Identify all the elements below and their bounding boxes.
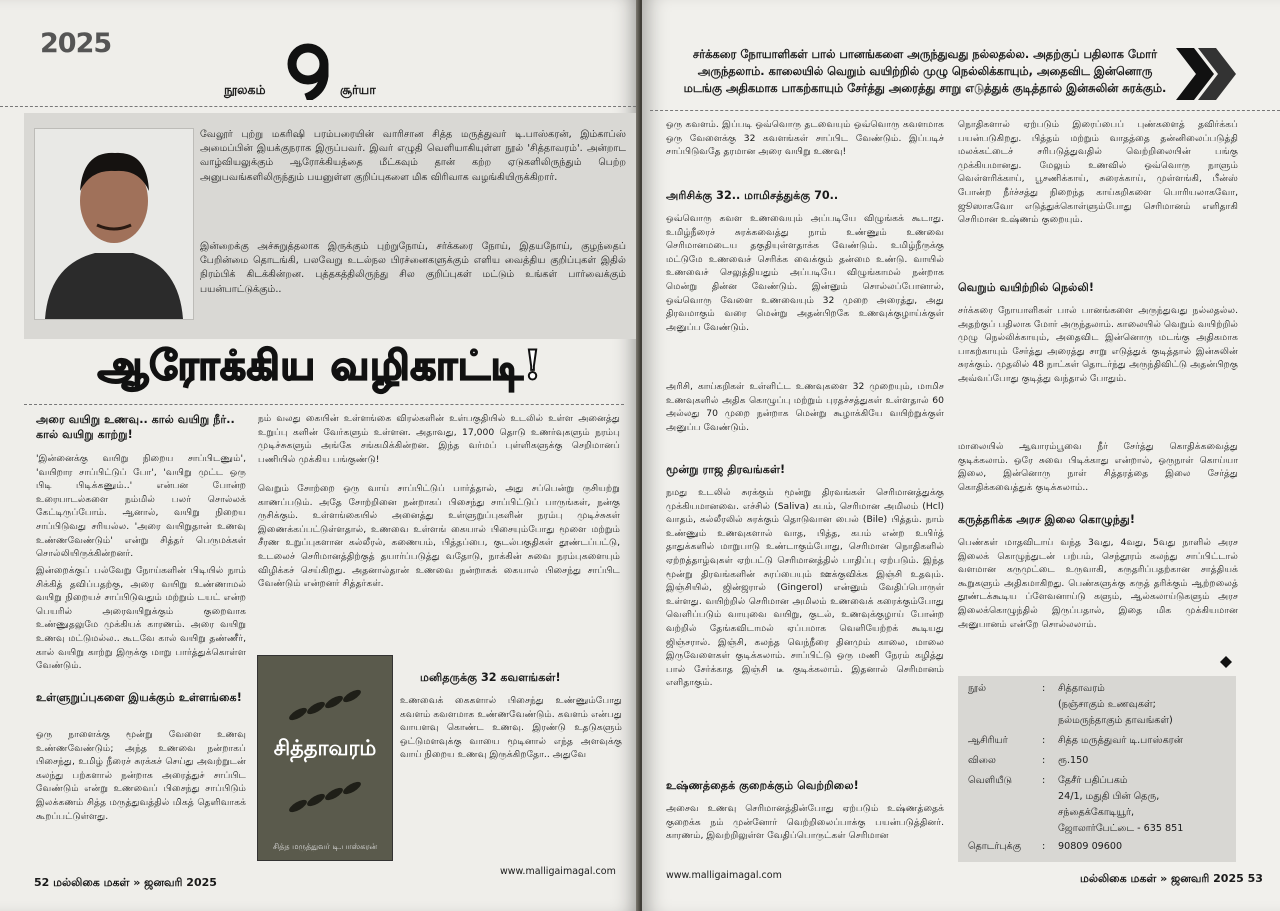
year-logo: 2025: [40, 28, 112, 59]
info-contact-value: 90809 09600: [1058, 841, 1123, 852]
col1-heading-2: உள்ளுறுப்புகளை இயக்கும் உள்ளங்கை!: [36, 691, 242, 704]
header-divider: [0, 106, 636, 107]
chevron-right-icon: [1176, 48, 1238, 100]
col3-paragraph-5: அசைவ உணவு செரிமானத்தின்போது ஏற்படும் உஷ்ணத்தைக் குறைக்க நம் முன்னோர் வெற்றிலைப்பாக்கு பயன்படுத்தினர். காரணம், இவற்றிலுள்ள வேதிப்பொருட்கள் செரிமான: [666, 803, 944, 842]
series-label-right: சூர்யா: [340, 82, 376, 97]
info-publisher-value-2: 24/1, மதுதி பின் தெரு,: [1058, 791, 1160, 802]
intro-paragraph-2: இன்றைக்கு அச்சுறுத்தலாக இருக்கும் புற்றுநோய், சர்க்கரை நோய், இதயநோய், குழந்தைப் பேறின்மை தொடங்கி, பலவேறு உடல்நல பிரச்னைகளுக்கும் எளிய வைத்திய குறிப்புகள் இதில் நிரம்பிக் கிடக்கின்றன. புத்தகத்திலிருந்து சில குறிப்புகள் மட்டும் உங்கள் பார்வைக்கும் பயன்பாட்டுக்கும்..: [200, 241, 626, 295]
col3-paragraph-1: ஒரு கவளம். இப்படி ஒவ்வொரு தடவையும் ஒவ்வொரு கவளமாக ஒரு வேளைக்கு 32 கவளங்கள் சாப்பிட வேண்டும். இப்படிச் சாப்பிடுவதே தரமான அரை வயிறு உணவு!: [666, 119, 944, 158]
info-colon: :: [1042, 841, 1046, 852]
author-portrait-icon: [35, 129, 193, 319]
col3-paragraph-2: ஒவ்வொரு கவள உணவையும் அப்படியே விழுங்கக் கூடாது. உமிழ்நீரைச் சுரக்கவைத்து நாம் உண்ணும் உணவை செரிமானமடைய தகுதியுள்ளதாக்க வேண்டும். உமிழ்நீருக்கு மட்டுமே உணவைச் செரிக்க வைக்கும் தன்மை உண்டு. வாயில் உணவைச் செலுத்தியதும் அப்படியே விழுங்காமல் நன்றாக மென்று தின்ன வேண்டும். இன்னும் சொல்லப்போனால், ஒவ்வொரு வேளை உணவையும் 32 முறை அரைத்து, அது திரவமாகும் வரை மென்று அதன்பிறகே உணவுக்குழாய்க்குள் அனுப்ப வேண்டும்.: [666, 213, 944, 333]
col1-paragraph-1: 'இன்னைக்கு வயிறு நிறைய சாப்பிடணும்', 'வயிறார சாப்பிட்டுப் போ', 'வயிறு முட்ட ஒரு பிடி பிடிக்கணும்..' என்பன போன்ற உரையாடல்களை நம்மில் பலர் சொல்லக் கேட்டிருப்போம். ஆனால், வயிறு நிறைய சாப்பிடுவது சரியல்ல. 'அரை வயிறுதான் உணவு உண்ணவேண்டும்' என்று சித்தர் பெருமக்கள் சொல்லியிருக்கின்றனர்.: [36, 453, 246, 560]
col3-paragraph-4: நமது உடலில் சுரக்கும் மூன்று திரவங்கள் செரிமானத்துக்கு முக்கியமானவை. எச்சில் (Saliva) கபம், செரிமான அமிலம் (Hcl) வாதம், கல்லீரலில் சுரக்கும் தொடுவான பைல் (Bile) பித்தம். நாம் உண்ணும் உணவுகளால் வாத, பித்த, கபம் என்ற உயிர்த் தாதுக்களில் மாறுபாடு உண்டாகும்போது, செரிமான நொதிகளில் ஏற்றத்தாழ்வுகள் ஏற்பட்டு செரிமானத்தில் பாதிப்பு ஏற்படும். இந்த மூன்று திரவங்களின் சுரப்பையும் ஊக்குவிக்க இஞ்சி உதவும். இஞ்சியில், ஜின்ஜரால் (Gingerol) என்னும் வேதிப்பொருள் உள்ளது. வயிற்றில் செரிமான அமிலம் உணவைக் கரைக்கும்போது வெளிப்படும் வாயுவை வயிறு, குடல், உணவுக்குழாய் போன்ற வற்றில் தேங்கவிடாமல் ஏப்பமாக வெளியேற்றக் கூடியது ஜிஞ்சரால். இஞ்சி, கலந்த வெந்நீரை தினமும் காலை, மாலை இருவேளைகள் குடிக்கலாம். சாப்பிட்டு ஒரு மணி நேரம் கழித்து பால் சேர்க்காத இஞ்சி டீ குடிக்கலாம். இதனால் செரிமானம் எளிதாகும்.: [666, 487, 944, 689]
info-author-label: ஆசிரியர்: [968, 735, 1008, 746]
col1-paragraph-3: ஒரு நாளைக்கு மூன்று வேளை உணவு உண்ணவேண்டும்; அந்த உணவை நன்றாகப் பிசைந்து, உமிழ் நீரைச் சுரக்கச் செய்து அவற்றுடன் கலந்து பற்களால் நன்றாக அரைத்துச் சாப்பிட வேண்டும் என்று உணவைப் பிசைந்து சாப்பிடும் இலக்கணம் சித்த மருத்துவத்தில் மிகத் தெளிவாகக் கூறப்பட்டுள்ளது.: [36, 729, 246, 822]
quote-divider: [650, 110, 1280, 111]
nine-logo-icon: [284, 42, 332, 100]
info-contact-label: தொடர்புக்கு: [968, 841, 1022, 852]
col4-paragraph-4: பெண்கள் மாதவிடாய் வந்த 3வது, 4வது, 5வது நாளில் அரச இலைக் கொழுந்துடன் பற்பம், செந்தூரம் கலந்து சாப்பிட்டால் வளமான கருமுட்டை உருவாகி, கருதரிப்பதற்கான சாத்தியக் கூறுகளும் அதிகமாகிறது. பெண்களுக்கு கருத் தரிக்கும் ஆற்றலைத் தூண்டக்கூடிய ப்ளேவனாய்டு களும், ஆல்கலாய்டுகளும் அரச இலைக்கொழுந்தில் இருப்பதால், இதை மிக முக்கியமான அனுபானம் என்றே சொல்லலாம்.: [958, 537, 1238, 630]
col3-heading-1: அரிசிக்கு 32.. மாமிசத்துக்கு 70..: [666, 189, 839, 202]
info-publisher-label: வெளியீடு: [968, 775, 1013, 786]
col4-heading-1: வெறும் வயிற்றில் நெல்லி!: [958, 281, 1094, 294]
info-colon: :: [1042, 735, 1046, 746]
info-book-value-2: (நஞ்சாகும் உணவுகள்;: [1058, 699, 1156, 710]
footer-left: 52 மல்லிகை மகள் » ஜனவரி 2025: [34, 876, 217, 889]
end-mark-icon: [1220, 656, 1232, 668]
col4-heading-2: கருத்தரிக்க அரச இலை கொழுந்து!: [958, 513, 1135, 526]
info-colon: :: [1042, 755, 1046, 766]
info-publisher-value-3: சந்தைக்கோடியூர்,: [1058, 807, 1135, 818]
col3-heading-3: உஷ்ணத்தைக் குறைக்கும் வெற்றிலை!: [666, 779, 859, 792]
intro-paragraph-1: வேலூர் புற்று மகரிஷி பரம்பரையின் வாரிசான சித்த மருத்துவர் டி.பாஸ்கரன், இம்காப்ஸ் அமைப்பின் இயக்குநராக இருப்பவர். இவர் எழுதி வெளியாகியுள்ள நூல் 'சித்தாவரம்'. அன்றாட வாழ்வியலுக்கும் ஆரோக்கியத்தை மீட்கவும் தான் கற்ற ஏடுகளிலிருந்தும் பெற்ற அனுபவங்களிலிருந்தும் பயனுள்ள குறிப்புகளை மிக விரிவாக வழங்கியிருக்கிறார்.: [200, 129, 626, 183]
info-book-value-3: நல்மருந்தாகும் தாவங்கள்): [1058, 715, 1173, 726]
col1-heading: அரை வயிறு உணவு.. கால் வயிறு நீர்.. கால் வயிறு காற்று!: [36, 413, 235, 441]
info-colon: :: [1042, 683, 1046, 694]
title-divider: [24, 404, 624, 405]
col4-paragraph-1: நொதிகளால் ஏற்படும் இரைப்பைப் புண்களைத் தவிர்க்கப் பயன்படுகிறது. பித்தம் மற்றும் வாதத்தை தன்னிலைப்படுத்தி மலக்கட்டைச் சரிபடுத்துவதில் வெற்றிலையின் பங்கு முக்கியமானது. மேலும் உணவில் ஒவ்வொரு நாளும் வெள்ளரிக்காய், பூசணிக்காய், சுரைக்காய், முள்ளங்கி, பீன்ஸ் போன்ற நீர்ச்சத்து நிறைந்த காய்கறிகளை பொரியலாகவோ, ஜூஸாகவோ எடுத்துக்கொள்ளும்போது செரிமானம் எளிதாகி செரிமான உஷ்ணம் குறையும்.: [958, 119, 1238, 226]
info-price-value: ரூ.150: [1058, 755, 1089, 766]
info-colon: :: [1042, 775, 1046, 786]
info-book-label: நூல்: [968, 683, 987, 694]
col2-paragraph-2: வெறும் சோற்றை ஒரு வாய் சாப்பிட்டுப் பார்த்தால், அது சப்பென்று ருசியற்று காணப்படும். அதே சோற்றினை நன்றாகப் பிசைந்து சாப்பிட்டுப் பாருங்கள், நன்கு ருசிக்கும். உள்ளங்கையில் அனைத்து உள்ளுறுப்புகளின் நரம்பு முடிச்சுகள் இணைக்கப்பட்டுள்ளதால், உணவை உள்ளங் கையால் பிசையும்போது மூளை மற்றும் சீரண உறுப்புகளான கல்லீரல், கணையம், பித்தப்பை, குடல்பகுதிகள் தூண்டப்பட்டு, உடலைச் செரிமானத்திற்குத் தயார்ப்படுத்து வதோடு, நாக்கின் சுவை நரம்புகளையும் விழிக்கச் செய்கிறது. அதனால்தான் உணவை நன்றாகக் கையால் பிசைந்து சாப்பிட வேண்டும் என்றனர் சித்தர்கள்.: [258, 483, 620, 590]
book-cover: [257, 655, 393, 861]
info-author-value: சித்த மருத்துவர் டி.பாஸ்கரன்: [1058, 735, 1184, 746]
col2-paragraph-1: நம் வலது கையின் உள்ளங்கை விரல்களின் உள்பகுதியில் உடலில் உள்ள அனைத்து உறுப்பு களின் வேர்களும் உள்ளன. அதாவது, 17,000 தொடு உணர்வுகளும் நரம்பு முடிச்சுகளும் அங்கே சங்கமிக்கின்றன. இந்த வர்மப் புள்ளிகளுக்கு செறிமானப் பணியில் முக்கிய பங்குண்டு!: [258, 413, 620, 465]
col1-paragraph-2: இன்றைக்குப் பல்வேறு நோய்களின் பிடியில் நாம் சிக்கித் தவிப்பதற்கு, அரை வயிறு உண்ணாமல் வயிறு நிறையச் சாப்பிடுவதும் மற்றும் டயட் என்ற பெயரில் அரைவயிறுக்கும் குறைவாக உண்ணுதலுமே முக்கியக் காரணம். அரை வயிறு உணவு மட்டுமல்ல.. கூடவே கால் வயிறு தண்ணீர், கால் வயிறு காற்று இருக்கு மாறு பார்த்துக்கொள்ள வேண்டும்.: [36, 565, 246, 672]
col3-paragraph-3: அரிசி, காய்கறிகள் உள்ளிட்ட உணவுகளை 32 முறையும், மாமிச உணவுகளில் அதிக கொழுப்பு மற்றும் புரதச்சத்துகள் உள்ளதால் 60 அல்லது 70 முறை நன்றாக மென்று கூழாக்கியே வயிற்றுக்குள் அனுப்ப வேண்டும்.: [666, 381, 944, 433]
website-left: www.malligaimagal.com: [500, 866, 616, 877]
col4-paragraph-3: மாலையில் ஆவாரம்பூவை நீர் சேர்த்து கொதிக்கவைத்து குடிக்கலாம். ஒரே சுவை பிடிக்காது என்றால், ஒருநாள் கொய்யா இலை, இன்னொரு நாள் சித்தரத்தை இலை சேர்த்து கொதிக்கவைத்துக் குடிக்கலாம்..: [958, 441, 1238, 493]
main-title: ஆரோக்கிய வழிகாட்டி!: [97, 342, 543, 389]
info-publisher-value-4: ஜோலார்பேட்டை - 635 851: [1058, 823, 1184, 834]
footer-right: மல்லிகை மகள் » ஜனவரி 2025 53: [1080, 872, 1263, 885]
info-price-label: விலை: [968, 755, 996, 766]
col4-paragraph-2: சர்க்கரை நோயாளிகள் பால் பானங்களை அருந்துவது நல்லதல்ல. அதற்குப் பதிலாக மோர் அருந்தலாம். காலையில் வெறும் வயிற்றில் முழு நெல்லிக்காயும், அதைவிட இன்னொரு மடங்கு அதிகமாக பாகற்காயும் சேர்த்து அரைத்து சாறு எடுத்துக் குடித்தால் இன்சுலின் சுரக்கும். முதலில் 48 நாட்கள் தொடர்ந்து அருந்திவிட்டு அதன்பிறகு அவ்வப்போது குடித்து வந்தால் போதும்.: [958, 305, 1238, 384]
col3-heading-2: மூன்று ராஜ திரவங்கள்!: [666, 463, 786, 476]
author-photo: [34, 128, 194, 320]
series-label-left: நூலகம்: [224, 82, 266, 97]
col2-heading: மனிதருக்கு 32 கவளங்கள்!: [420, 671, 561, 684]
pull-quote: சர்க்கரை நோயாளிகள் பால் பானங்களை அருந்துவது நல்லதல்ல. அதற்குப் பதிலாக மோர் அருந்தலாம். காலையில் வெறும் வயிற்றில் முழு நெல்லிக்காயும், அதைவிட இன்னொரு மடங்கு அதிகமாக பாகற்காயும் சேர்த்து அரைத்து சாறு எடுத்துக் குடித்தால் இன்சுலின் சுரக்கும்.: [683, 47, 1167, 95]
book-cover-title: சித்தாவரம்: [273, 736, 377, 760]
info-publisher-value: தேசீர் பதிப்பகம்: [1058, 775, 1128, 786]
col2-paragraph-3: உணவைக் கைகளால் பிசைந்து உண்ணும்போது கவளம் கவளமாக உண்ணவேண்டும். கவளம் என்பது வாயளவு கொண்ட உணவு. இரண்டு உதடுகளும் ஒட்டுமளவுக்கு வாயை மூடினால் எந்த அளவுக்கு வாய் நிறைய உணவு இருக்கிறதோ.. அதுவே: [400, 695, 622, 761]
website-right: www.malligaimagal.com: [666, 870, 782, 881]
info-book-value: சித்தாவரம்: [1058, 683, 1105, 694]
book-cover-author: சித்த மருத்துவர் டி.பாஸ்கரன்: [272, 842, 378, 851]
